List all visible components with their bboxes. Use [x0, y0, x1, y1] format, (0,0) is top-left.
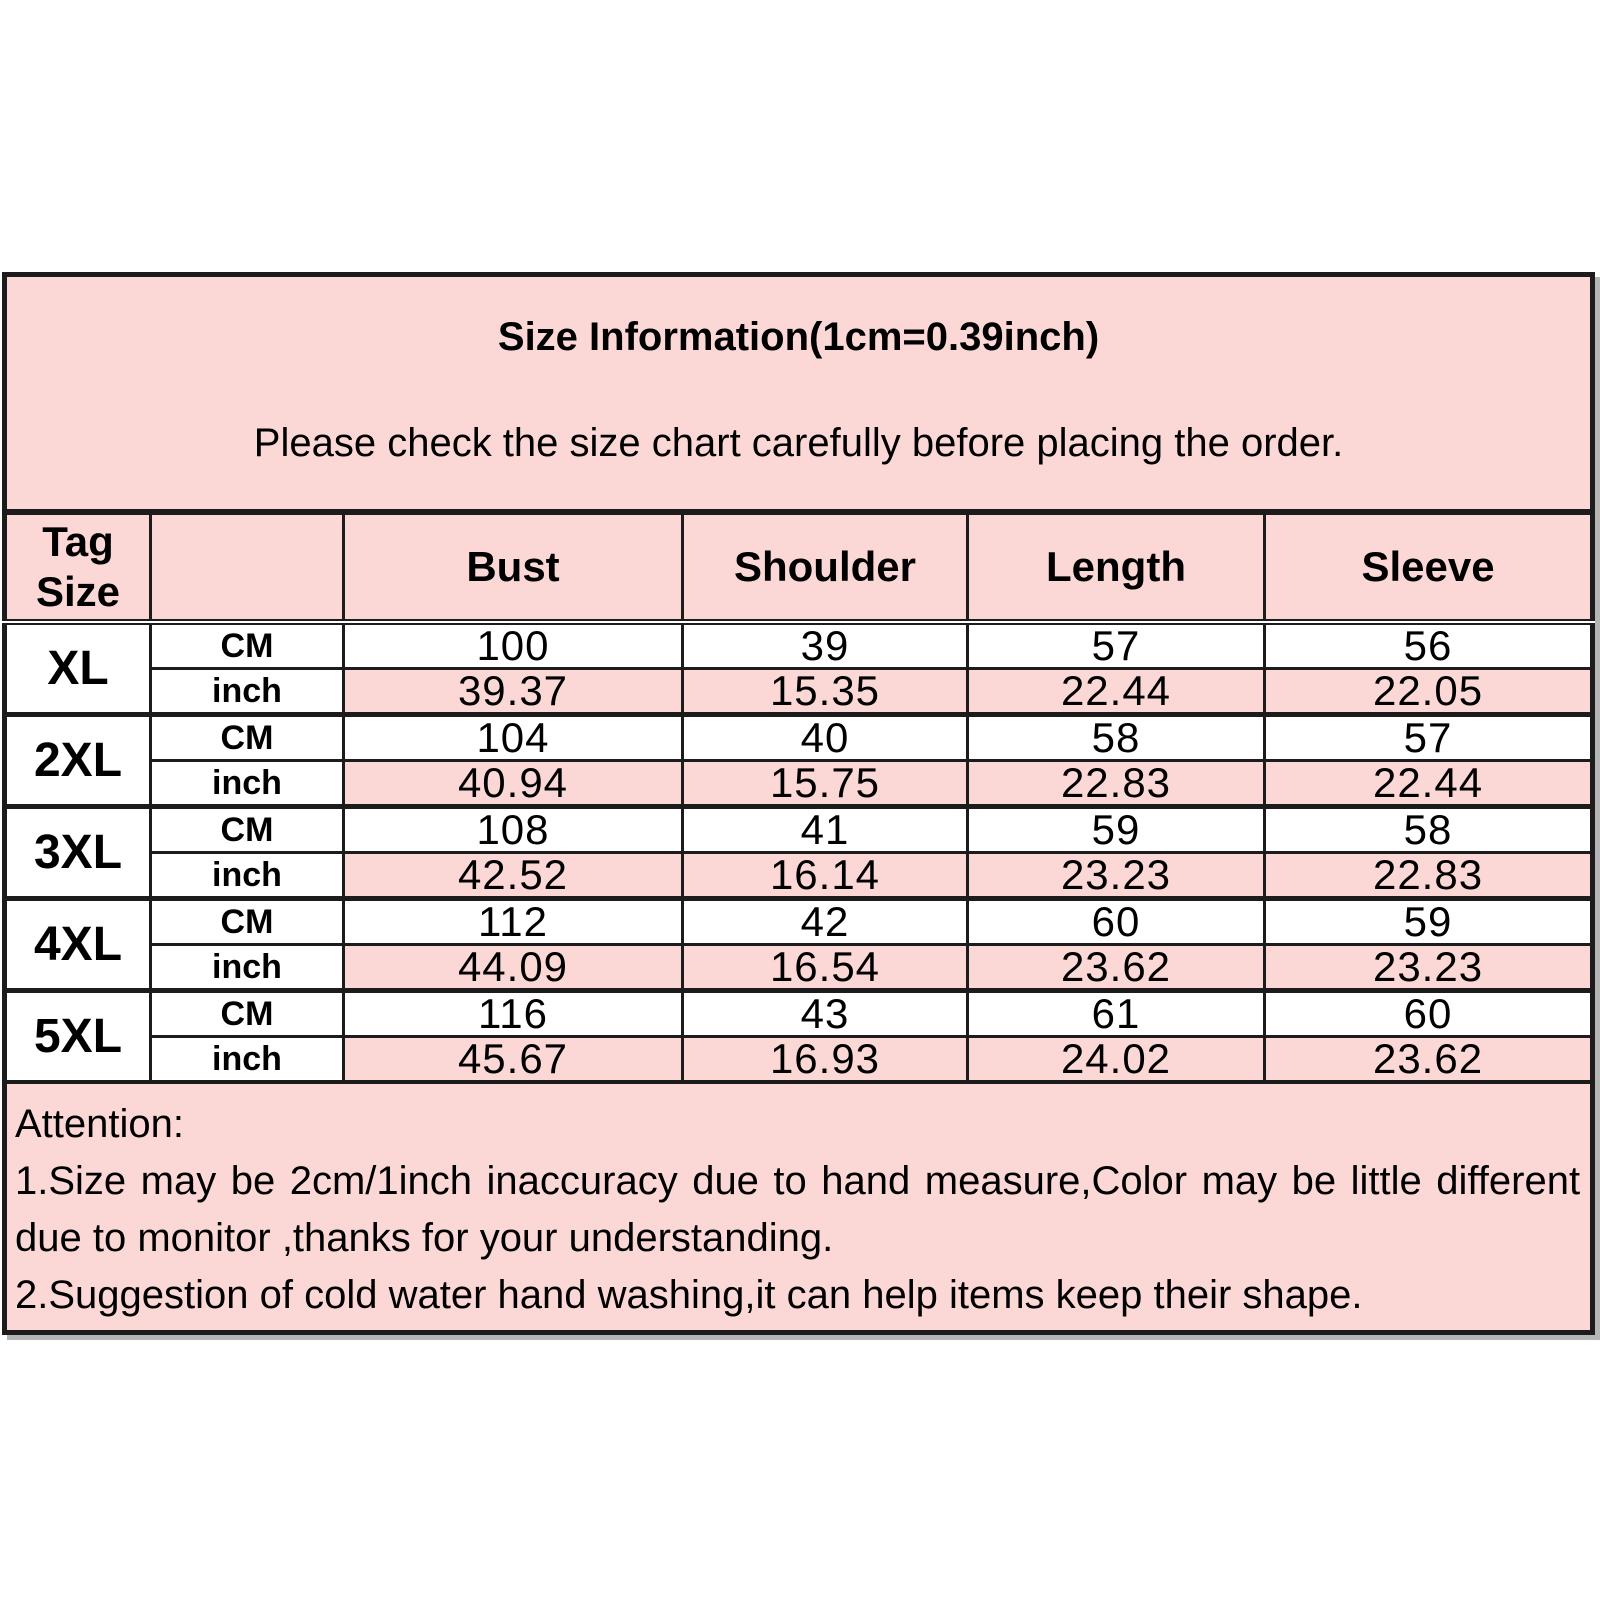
length-header: Length [968, 512, 1265, 622]
size-row-3xl-inch [5, 853, 1593, 899]
unit-cell-cm: CM [151, 899, 344, 945]
tag-size-header [5, 512, 151, 622]
4xl-bust-cm: 112 [344, 899, 683, 945]
unit-cell-inch: inch [151, 669, 344, 715]
2xl-shoulder-inch: 15.75 [683, 761, 968, 807]
tag-size-cell-5xl: 5XL [5, 991, 151, 1083]
xl-length-cm: 57 [968, 622, 1265, 669]
xl-bust-cm: 100 [344, 622, 683, 669]
title-block [5, 275, 1593, 513]
page-title: Size Information(1cm=0.39inch) [497, 315, 1100, 359]
5xl-length-cm: 61 [968, 991, 1265, 1037]
5xl-shoulder-cm: 43 [683, 991, 968, 1037]
4xl-sleeve-inch: 23.23 [1265, 945, 1593, 991]
unit-cell-cm: CM [151, 807, 344, 853]
size-row-3xl-cm [5, 807, 1593, 853]
2xl-length-cm: 58 [968, 715, 1265, 761]
tag-size-cell-2xl: 2XL [5, 715, 151, 807]
4xl-length-inch: 23.62 [968, 945, 1265, 991]
5xl-bust-inch: 45.67 [344, 1037, 683, 1083]
4xl-bust-inch: 44.09 [344, 945, 683, 991]
unit-cell-cm: CM [151, 622, 344, 669]
5xl-shoulder-inch: 16.93 [683, 1037, 968, 1083]
5xl-sleeve-cm: 60 [1265, 991, 1593, 1037]
3xl-bust-inch: 42.52 [344, 853, 683, 899]
attention-block [5, 1082, 1593, 1333]
tag-size-cell-xl: XL [5, 622, 151, 715]
xl-shoulder-cm: 39 [683, 622, 968, 669]
2xl-sleeve-cm: 57 [1265, 715, 1593, 761]
3xl-length-cm: 59 [968, 807, 1265, 853]
sleeve-header: Sleeve [1265, 512, 1593, 622]
3xl-shoulder-cm: 41 [683, 807, 968, 853]
3xl-sleeve-cm: 58 [1265, 807, 1593, 853]
page-subtitle: Please check the size chart carefully before placing the order. [253, 421, 1344, 465]
title-cell [5, 275, 1593, 513]
xl-sleeve-inch: 22.05 [1265, 669, 1593, 715]
attention-note-1: 1.Size may be 2cm/1inch inaccuracy due to hand measure,Color may be little different due to monitor ,thanks for your understanding. [15, 1159, 1581, 1260]
attention-cell [5, 1082, 1593, 1333]
3xl-sleeve-inch: 22.83 [1265, 853, 1593, 899]
unit-cell-cm: CM [151, 991, 344, 1037]
xl-bust-inch: 39.37 [344, 669, 683, 715]
unit-cell-inch: inch [151, 761, 344, 807]
attention-heading: Attention: [15, 1102, 185, 1146]
4xl-shoulder-inch: 16.54 [683, 945, 968, 991]
unit-header-empty [151, 512, 344, 622]
size-chart-sheet [2, 272, 1595, 1335]
attention-note-2: 2.Suggestion of cold water hand washing,it can help items keep their shape. [15, 1273, 1363, 1317]
unit-cell-inch: inch [151, 1037, 344, 1083]
5xl-length-inch: 24.02 [968, 1037, 1265, 1083]
xl-length-inch: 22.44 [968, 669, 1265, 715]
column-header-row [5, 512, 1593, 622]
2xl-sleeve-inch: 22.44 [1265, 761, 1593, 807]
3xl-length-inch: 23.23 [968, 853, 1265, 899]
2xl-bust-inch: 40.94 [344, 761, 683, 807]
xl-shoulder-inch: 15.35 [683, 669, 968, 715]
4xl-shoulder-cm: 42 [683, 899, 968, 945]
xl-sleeve-cm: 56 [1265, 622, 1593, 669]
unit-cell-cm: CM [151, 715, 344, 761]
size-row-xl-inch [5, 669, 1593, 715]
size-row-5xl-cm [5, 991, 1593, 1037]
unit-cell-inch: inch [151, 945, 344, 991]
5xl-bust-cm: 116 [344, 991, 683, 1037]
2xl-length-inch: 22.83 [968, 761, 1265, 807]
size-row-2xl-cm [5, 715, 1593, 761]
size-row-4xl-inch [5, 945, 1593, 991]
bust-header: Bust [344, 512, 683, 622]
4xl-sleeve-cm: 59 [1265, 899, 1593, 945]
3xl-bust-cm: 108 [344, 807, 683, 853]
4xl-length-cm: 60 [968, 899, 1265, 945]
tag-size-cell-4xl: 4XL [5, 899, 151, 991]
5xl-sleeve-inch: 23.62 [1265, 1037, 1593, 1083]
size-row-2xl-inch [5, 761, 1593, 807]
tag-size-header-line2: Size [35, 568, 121, 615]
size-chart-table [2, 272, 1595, 1335]
shoulder-header: Shoulder [683, 512, 968, 622]
3xl-shoulder-inch: 16.14 [683, 853, 968, 899]
tag-size-cell-3xl: 3XL [5, 807, 151, 899]
2xl-bust-cm: 104 [344, 715, 683, 761]
size-row-4xl-cm [5, 899, 1593, 945]
tag-size-header-line1: Tag [42, 518, 114, 565]
unit-cell-inch: inch [151, 853, 344, 899]
2xl-shoulder-cm: 40 [683, 715, 968, 761]
size-row-5xl-inch [5, 1037, 1593, 1083]
size-row-xl-cm [5, 622, 1593, 669]
